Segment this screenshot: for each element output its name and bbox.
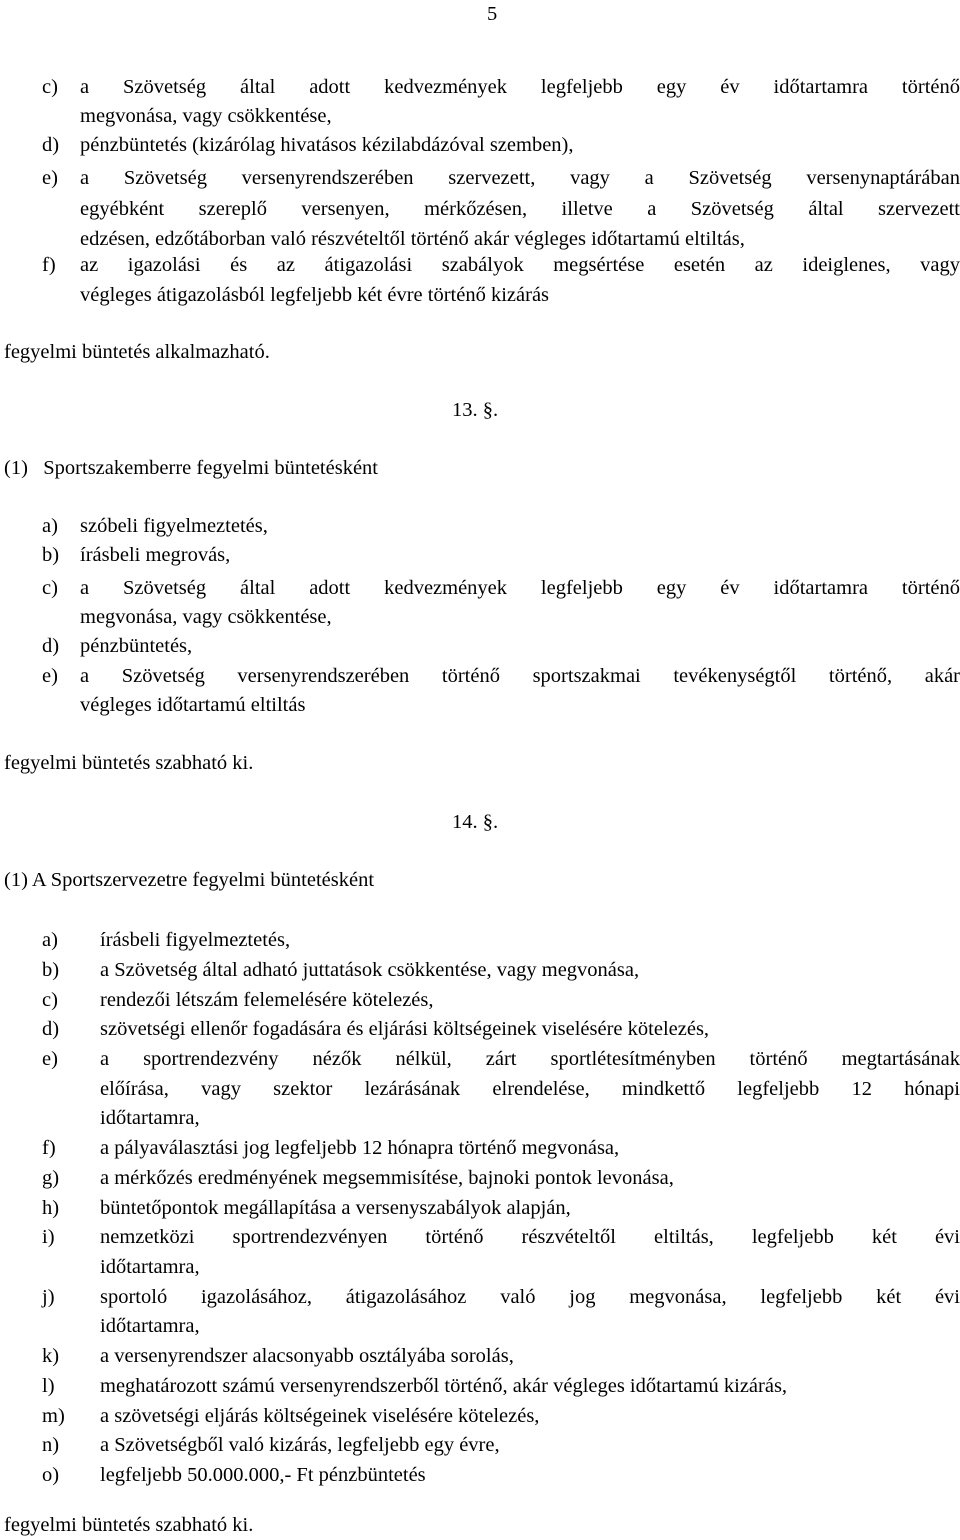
list-label: d) [42,635,60,657]
list-label: g) [42,1166,60,1189]
list-item-text: időtartamra, [100,1315,200,1338]
list-item-text: a Szövetség versenyrendszerében szervezett, vagy a Szövetség versenynaptárában [80,167,960,189]
list-label: l) [42,1374,55,1397]
list-label: c) [42,76,58,98]
list-item-text: időtartamra, [100,1107,200,1130]
list-item-text: edzésen, edzőtáborban való részvételtől történő akár végleges időtartamú eltiltás, [80,228,745,250]
list-item-text: írásbeli megrovás, [80,544,231,566]
section-intro: (1) A Sportszervezetre fegyelmi büntetésként [4,869,375,891]
list-item-text: az igazolási és az átigazolási szabályok megsértése esetén az ideiglenes, vagy [80,254,960,276]
list-label: a) [42,929,58,951]
list-item-text: rendezői létszám felemelésére kötelezés, [100,988,434,1011]
list-item-text: írásbeli figyelmeztetés, [100,929,291,951]
closing-sentence: fegyelmi büntetés szabható ki. [4,1514,254,1536]
list-item-text: nemzetközi sportrendezvényen történő részvételtől eltiltás, legfeljebb két évi [100,1226,960,1249]
list-item-text: legfeljebb 50.000.000,- Ft pénzbüntetés [100,1464,426,1487]
section-heading: 13. §. [452,399,499,421]
list-label: n) [42,1434,60,1457]
list-label: m) [42,1404,65,1427]
list-item-text: a mérkőzés eredményének megsemmisítése, bajnoki pontok levonása, [100,1166,674,1189]
list-item-text: megvonása, vagy csökkentése, [80,606,332,628]
list-item-text: megvonása, vagy csökkentése, [80,105,332,127]
list-label: e) [42,167,58,189]
list-label: d) [42,134,60,156]
list-item-text: egyébként szereplő versenyen, mérkőzésen, illetve a Szövetség által szervezett [80,198,960,220]
list-item-text: a Szövetségből való kizárás, legfeljebb egy évre, [100,1434,500,1457]
list-item-text: a Szövetség által adható juttatások csökkentése, vagy megvonása, [100,958,640,981]
list-item-text: a Szövetség által adott kedvezmények legfeljebb egy év időtartamra történő [80,577,960,599]
closing-sentence: fegyelmi büntetés alkalmazható. [4,341,270,363]
list-label: c) [42,988,58,1011]
list-item-text: időtartamra, [100,1255,200,1278]
list-label: f) [42,1137,56,1159]
list-item-text: a sportrendezvény nézők nélkül, zárt sportlétesítményben történő megtartásának [100,1048,960,1071]
list-item-text: szóbeli figyelmeztetés, [80,515,268,537]
list-label: h) [42,1196,60,1219]
list-label: b) [42,958,60,981]
list-item-text: a Szövetség versenyrendszerében történő sportszakmai tevékenységtől történő, akár [80,665,960,687]
list-label: i) [42,1226,55,1249]
list-item-text: szövetségi ellenőr fogadására és eljárási költségeinek viselésére kötelezés, [100,1018,710,1041]
list-item-text: a szövetségi eljárás költségeinek viselésére kötelezés, [100,1404,540,1427]
section-heading: 14. §. [452,811,499,833]
list-item-text: sportoló igazolásához, átigazolásához való jog megvonása, legfeljebb két évi [100,1285,960,1308]
list-label: c) [42,577,58,599]
list-item-text: végleges átigazolásból legfeljebb két évre történő kizárás [80,284,550,306]
list-item-text: büntetőpontok megállapítása a versenyszabályok alapján, [100,1196,571,1219]
list-item-text: a pályaválasztási jog legfeljebb 12 hónapra történő megvonása, [100,1137,620,1159]
list-item-text: a Szövetség által adott kedvezmények legfeljebb egy év időtartamra történő [80,76,960,98]
list-label: e) [42,665,58,687]
list-label: f) [42,254,56,276]
list-label: k) [42,1345,60,1367]
list-item-text: a versenyrendszer alacsonyabb osztályába sorolás, [100,1345,514,1367]
list-item-text: pénzbüntetés, [80,635,193,657]
list-item-text: végleges időtartamú eltiltás [80,694,306,716]
list-item-text: meghatározott számú versenyrendszerből történő, akár végleges időtartamú kizárás, [100,1374,788,1397]
closing-sentence: fegyelmi büntetés szabható ki. [4,752,254,774]
list-item-text: előírása, vagy szektor lezárásának elrendelése, mindkettő legfeljebb 12 hónapi [100,1077,960,1100]
list-item-text: pénzbüntetés (kizárólag hivatásos kézilabdázóval szemben), [80,134,574,156]
list-label: d) [42,1018,60,1041]
list-label: o) [42,1464,60,1487]
section-intro: (1) Sportszakemberre fegyelmi büntetésként [4,457,378,479]
list-label: j) [42,1285,55,1308]
list-label: a) [42,515,58,537]
page-number: 5 [487,3,498,25]
list-label: b) [42,544,60,566]
list-label: e) [42,1048,58,1071]
